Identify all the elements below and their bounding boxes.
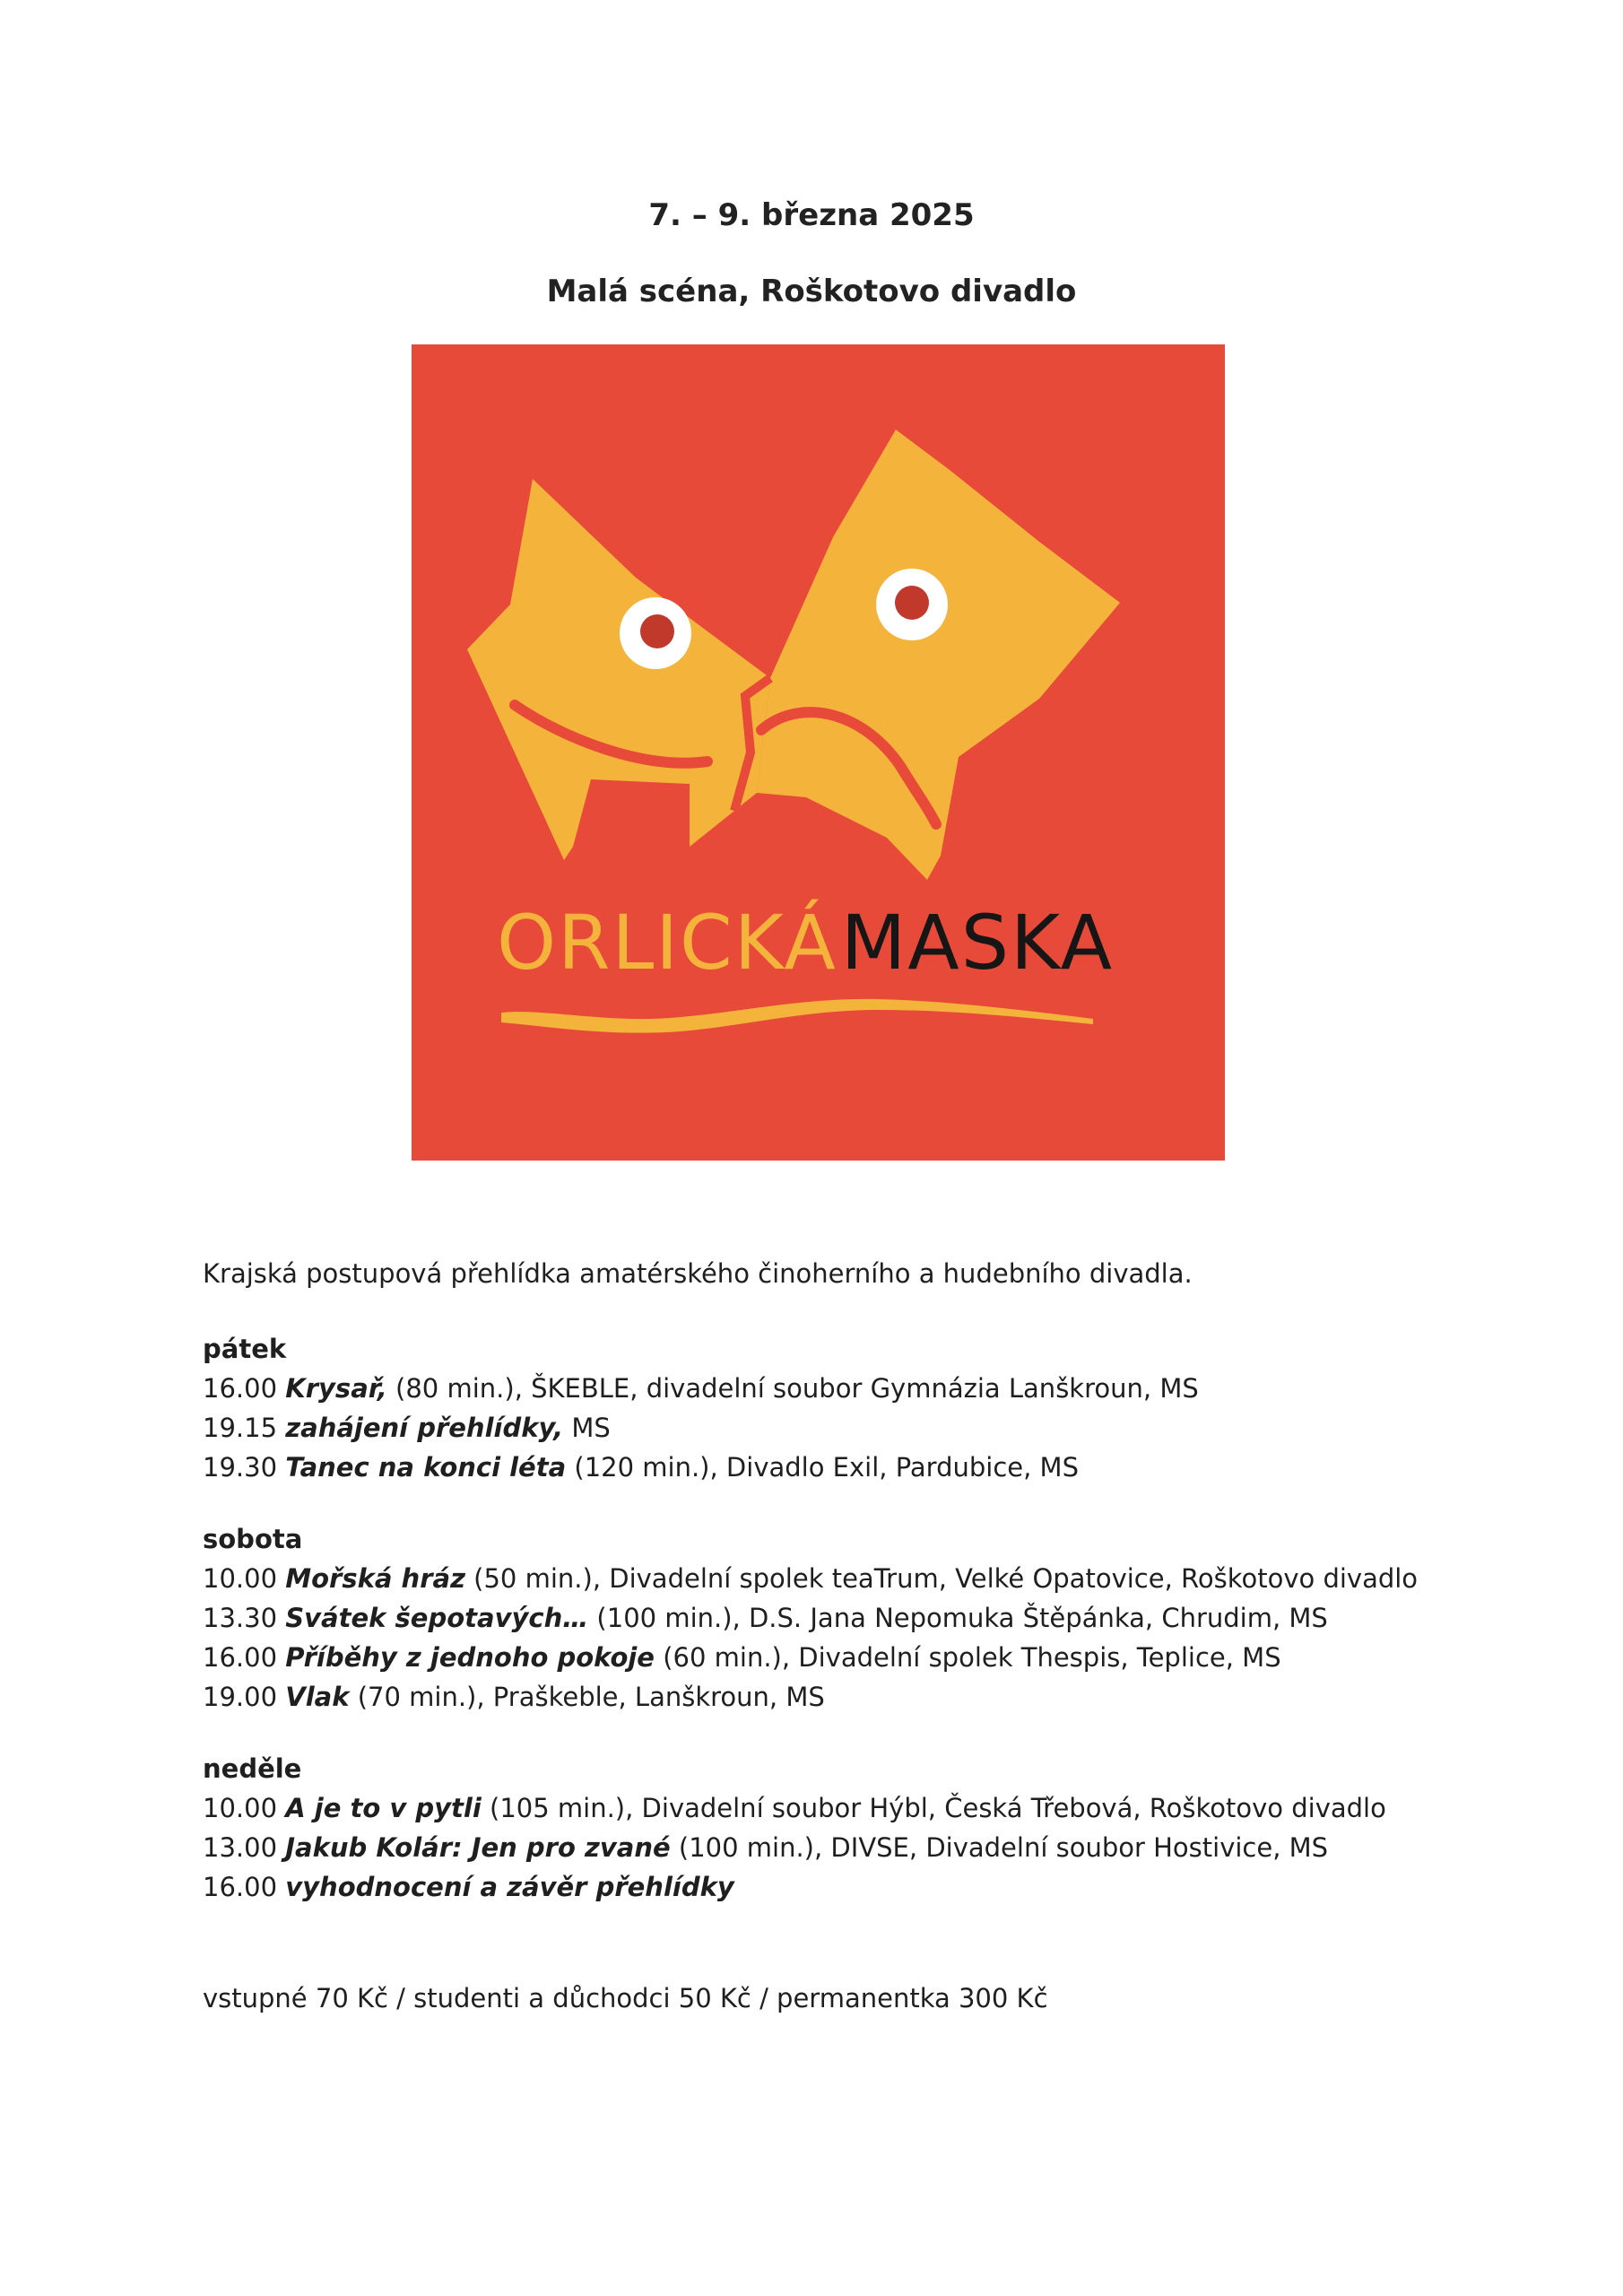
item-time: 19.30 — [203, 1452, 278, 1483]
schedule-item — [203, 1867, 1530, 1907]
schedule-item — [203, 1408, 1530, 1448]
event-dates: 7. – 9. března 2025 — [648, 197, 975, 233]
day-heading: sobota — [203, 1524, 303, 1554]
item-title: Krysař, — [285, 1373, 387, 1404]
item-title: Jakub Kolár: Jen pro zvané — [285, 1832, 671, 1863]
item-details: (60 min.), Divadelní spolek Thespis, Teplice, MS — [654, 1642, 1281, 1673]
right-pupil-icon — [895, 586, 929, 620]
schedule-item — [203, 1369, 1530, 1408]
item-title: A je to v pytli — [285, 1793, 482, 1823]
item-time: 16.00 — [203, 1642, 278, 1673]
item-time: 19.15 — [203, 1413, 278, 1443]
festival-description: Krajská postupová přehlídka amatérského činoherního a hudebního divadla. — [203, 1258, 1193, 1289]
item-title: Příběhy z jednoho pokoje — [285, 1642, 655, 1673]
item-details: MS — [563, 1413, 611, 1443]
day-block-friday — [203, 1329, 1530, 1487]
item-details: (105 min.), Divadelní soubor Hýbl, Česká Třebová, Roškotovo divadlo — [481, 1793, 1386, 1823]
schedule-item — [203, 1677, 1530, 1717]
item-time: 10.00 — [203, 1793, 278, 1823]
wordmark-maska: MASKA — [840, 899, 1115, 987]
item-title: zahájení přehlídky, — [285, 1413, 564, 1443]
schedule-item — [203, 1448, 1530, 1487]
item-title: Mořská hráz — [285, 1563, 465, 1594]
brush-stroke-icon — [501, 999, 1093, 1033]
mask-right-half-icon — [757, 430, 1120, 880]
item-time: 13.30 — [203, 1603, 278, 1633]
program-content — [203, 1254, 1530, 2018]
schedule-item — [203, 1788, 1530, 1828]
item-title: Svátek šepotavých… — [285, 1603, 589, 1633]
schedule-item — [203, 1638, 1530, 1677]
item-time: 10.00 — [203, 1563, 278, 1594]
item-time: 16.00 — [203, 1373, 278, 1404]
festival-poster — [412, 344, 1225, 1161]
item-details: (100 min.), D.S. Jana Nepomuka Štěpánka, Chrudim, MS — [588, 1603, 1328, 1633]
schedule-item — [203, 1559, 1530, 1598]
item-title: Vlak — [285, 1682, 350, 1712]
day-heading: pátek — [203, 1334, 287, 1364]
item-details: (70 min.), Praškeble, Lanškroun, MS — [349, 1682, 825, 1712]
item-time: 19.00 — [203, 1682, 278, 1712]
item-details: (80 min.), ŠKEBLE, divadelní soubor Gymnázia Lanškroun, MS — [386, 1373, 1199, 1404]
item-details: (50 min.), Divadelní spolek teaTrum, Velké Opatovice, Roškotovo divadlo — [464, 1563, 1419, 1594]
item-details: (120 min.), Divadlo Exil, Pardubice, MS — [566, 1452, 1079, 1483]
mask-left-half-icon — [467, 479, 770, 860]
item-time: 16.00 — [203, 1872, 278, 1902]
day-block-saturday — [203, 1519, 1530, 1717]
event-venue: Malá scéna, Roškotovo divadlo — [546, 274, 1077, 309]
ticket-prices: vstupné 70 Kč / studenti a důchodci 50 Kč / permanentka 300 Kč — [203, 1983, 1048, 2013]
schedule-item — [203, 1828, 1530, 1867]
item-details: (100 min.), DIVSE, Divadelní soubor Hostivice, MS — [670, 1832, 1329, 1863]
item-time: 13.00 — [203, 1832, 278, 1863]
poster-wordmark — [497, 899, 1114, 987]
item-title: Tanec na konci léta — [285, 1452, 567, 1483]
day-block-sunday — [203, 1749, 1530, 1907]
left-pupil-icon — [640, 614, 674, 648]
day-heading: neděle — [203, 1753, 302, 1784]
mask-logo-icon — [412, 344, 1225, 1161]
wordmark-orlicka: ORLICKÁ — [497, 899, 838, 987]
item-title: vyhodnocení a závěr přehlídky — [285, 1872, 734, 1902]
schedule-item — [203, 1598, 1530, 1638]
